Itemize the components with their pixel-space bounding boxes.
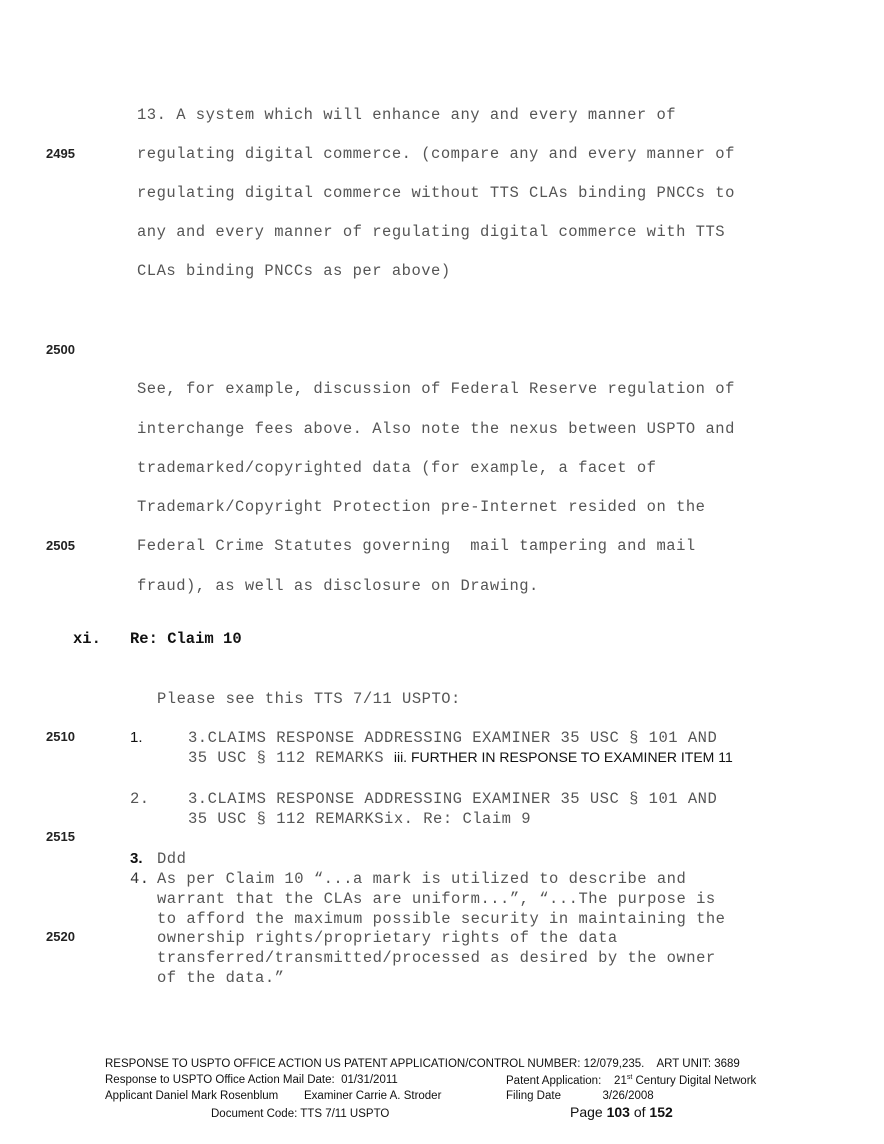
footer-mail-date: Response to USPTO Office Action Mail Date: 01/31/2011 [105,1074,398,1086]
text-line: any and every manner of regulating digital commerce with TTS [137,223,726,241]
line-number: 2500 [46,342,75,357]
list-number: 3. [130,850,143,867]
text-line: CLAs binding PNCCs as per above) [137,262,451,280]
section-title: Re: Claim 10 [130,630,242,648]
page-word: Page [570,1104,603,1120]
list-number: 4. [130,870,150,888]
text-line: 3.CLAIMS RESPONSE ADDRESSING EXAMINER 35 USC § 101 AND [188,790,718,808]
page-indicator [570,1104,673,1120]
line-number: 2515 [46,829,75,844]
footer-patent-post: Century Digital Network [632,1074,757,1087]
text-line [188,749,733,767]
text-line: fraud), as well as disclosure on Drawing. [137,577,539,595]
section-number: xi. [73,630,101,648]
text-line: 35 USC § 112 REMARKSix. Re: Claim 9 [188,810,532,828]
text-line: warrant that the CLAs are uniform...”, “...The purpose is [157,890,716,908]
text-line: Trademark/Copyright Protection pre-Internet resided on the [137,498,706,516]
intro-text: Please see this TTS 7/11 USPTO: [157,690,461,708]
line-number: 2495 [46,146,75,161]
page-total: 152 [649,1104,673,1120]
text-line: As per Claim 10 “...a mark is utilized to describe and [157,870,687,888]
footer-examiner: Examiner Carrie A. Stroder [304,1090,442,1102]
page-number: 103 [606,1104,630,1120]
footer-filing-date: Filing Date 3/26/2008 [506,1090,654,1102]
line-number: 2505 [46,538,75,553]
footer-document-code: Document Code: TTS 7/11 USPTO [211,1108,390,1120]
list-number: 1. [130,729,143,746]
text-line: Ddd [157,850,187,868]
text-line: regulating digital commerce. (compare any and every manner of [137,145,735,163]
text-line: interchange fees above. Also note the nexus between USPTO and [137,420,735,438]
text-line: to afford the maximum possible security in maintaining the [157,910,726,928]
text-sans-part: iii. FURTHER IN RESPONSE TO EXAMINER ITEM 11 [393,749,733,765]
text-line: See, for example, discussion of Federal Reserve regulation of [137,380,735,398]
footer-application-line: RESPONSE TO USPTO OFFICE ACTION US PATENT APPLICATION/CONTROL NUMBER: 12/079,235. ART UNIT: 3689 [105,1058,740,1070]
page-of: of [633,1104,646,1120]
footer-applicant: Applicant Daniel Mark Rosenblum [105,1090,279,1102]
list-number: 2. [130,790,150,808]
text-line: of the data.” [157,969,285,987]
text-line: transferred/transmitted/processed as desired by the owner [157,949,716,967]
text-line: ownership rights/proprietary rights of the data [157,929,618,947]
text-line: regulating digital commerce without TTS CLAs binding PNCCs to [137,184,735,202]
text-line: 3.CLAIMS RESPONSE ADDRESSING EXAMINER 35 USC § 101 AND [188,729,718,747]
text-line: Federal Crime Statutes governing mail tampering and mail [137,537,696,555]
footer-patent-application [506,1074,756,1087]
text-mono-part: 35 USC § 112 REMARKS [188,749,394,767]
footer-patent-sup: st [626,1074,633,1081]
line-number: 2510 [46,729,75,744]
footer-patent-pre: Patent Application: 21 [506,1074,627,1087]
text-line: 13. A system which will enhance any and every manner of [137,106,677,124]
line-number: 2520 [46,929,75,944]
text-line: trademarked/copyrighted data (for example, a facet of [137,459,657,477]
